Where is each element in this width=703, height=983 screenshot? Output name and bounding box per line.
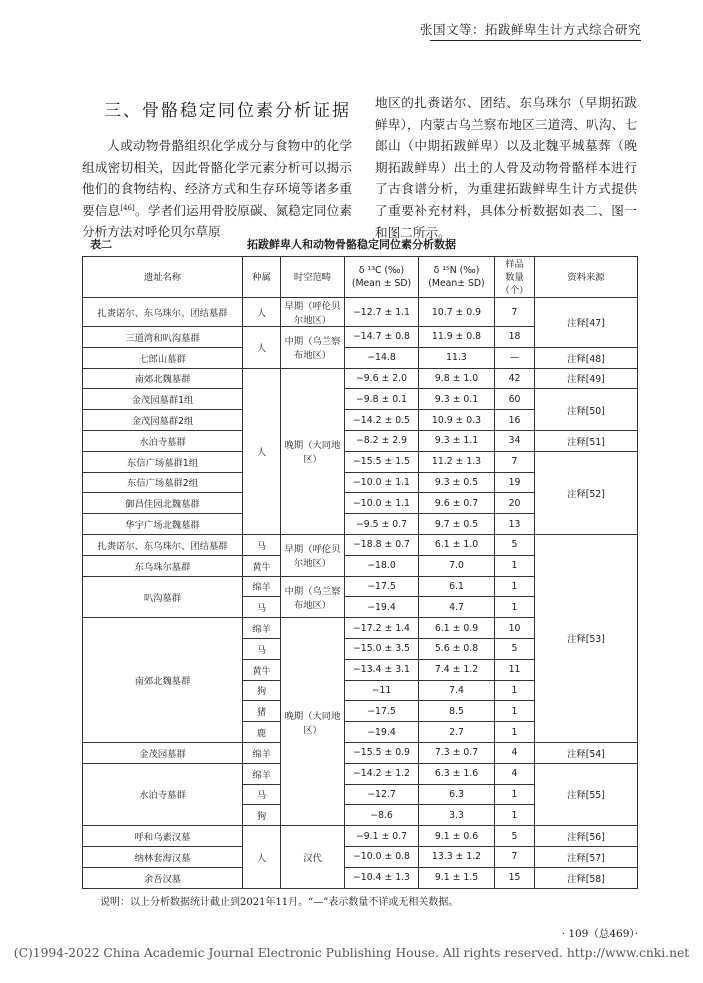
header-count-line3: （个） [500, 284, 529, 296]
cell-site: 七郎山墓群 [83, 347, 243, 368]
cell-source: 注释[57] [535, 846, 638, 867]
citation-ref: [46] [120, 203, 135, 212]
cell-site: 三道湾和叭沟墓群 [83, 327, 243, 348]
right-column [375, 92, 637, 243]
cell-period: 早期（呼伦贝尔地区） [281, 298, 345, 327]
cell-species: 人 [243, 826, 281, 888]
header-n15-line1: δ ¹⁵N (‰) [433, 265, 480, 276]
cell-n15: 11.9 ± 0.8 [419, 327, 495, 348]
cell-n15: 6.1 ± 0.9 [419, 618, 495, 639]
cell-site: 金茂园墓群 [83, 742, 243, 763]
header-count-line2: 数量 [505, 271, 524, 283]
cell-n15: 10.9 ± 0.3 [419, 410, 495, 431]
cell-n15: 4.7 [419, 597, 495, 618]
cell-count: 42 [495, 368, 535, 389]
cell-c13: −12.7 ± 1.1 [345, 298, 419, 327]
cell-c13: −9.6 ± 2.0 [345, 368, 419, 389]
cell-c13: −9.5 ± 0.7 [345, 514, 419, 535]
table-row [83, 826, 638, 847]
cell-period: 晚期（大同地区） [281, 618, 345, 826]
cell-site: 南郊北魏墓群 [83, 368, 243, 389]
cell-species: 马 [243, 534, 281, 555]
cell-count: 5 [495, 638, 535, 659]
cell-c13: −17.5 [345, 701, 419, 722]
cell-site: 余吾汉墓 [83, 867, 243, 888]
header-c13-line2: (Mean ± SD) [351, 278, 412, 289]
header-count-line1: 样品 [505, 258, 524, 270]
cell-n15: 7.4 [419, 680, 495, 701]
cell-count: 4 [495, 742, 535, 763]
cell-site: 金茂园墓群2组 [83, 410, 243, 431]
cell-count: 7 [495, 451, 535, 472]
table-note: 说明：以上分析数据统计截止到2021年11月。“—”表示数量不详或无相关数据。 [100, 897, 459, 908]
cell-c13: −14.2 ± 1.2 [345, 763, 419, 784]
cell-count: 7 [495, 846, 535, 867]
cell-c13: −9.1 ± 0.7 [345, 826, 419, 847]
cell-species: 绵羊 [243, 576, 281, 597]
cell-species: 狗 [243, 805, 281, 826]
cell-species: 绵羊 [243, 763, 281, 784]
header-c13-line1: δ ¹³C (‰) [358, 265, 405, 276]
cell-period: 早期（呼伦贝尔地区） [281, 534, 345, 576]
cell-n15: 7.3 ± 0.7 [419, 742, 495, 763]
left-column [82, 92, 352, 243]
table-row [83, 867, 638, 888]
cell-n15: 8.5 [419, 701, 495, 722]
cell-c13: −18.0 [345, 555, 419, 576]
cell-count: 20 [495, 493, 535, 514]
copyright-footer: (C)1994-2022 China Academic Journal Electronic Publishing House. All rights reserved. http://www.cnki.net [13, 946, 690, 960]
cell-c13: −10.0 ± 1.1 [345, 493, 419, 514]
cell-site: 东信广场墓群2组 [83, 472, 243, 493]
cell-c13: −10.0 ± 1.1 [345, 472, 419, 493]
section-heading: 三、骨骼稳定同位素分析证据 [104, 101, 351, 121]
cell-count: 15 [495, 867, 535, 888]
cell-c13: −14.7 ± 0.8 [345, 327, 419, 348]
cell-count: 13 [495, 514, 535, 535]
body-text-b: 。学者们运用骨胶原碳、氮稳定同位素分析方法对呼伦贝尔草原 [82, 202, 352, 240]
header-c13 [345, 257, 419, 298]
cell-n15: 9.3 ± 0.5 [419, 472, 495, 493]
cell-site: 御昌佳园北魏墓群 [83, 493, 243, 514]
cell-c13: −15.5 ± 0.9 [345, 742, 419, 763]
cell-species: 黄牛 [243, 555, 281, 576]
cell-species: 马 [243, 597, 281, 618]
cell-count: 1 [495, 805, 535, 826]
cell-species: 人 [243, 327, 281, 369]
cell-species: 黄牛 [243, 659, 281, 680]
cell-count: 5 [495, 534, 535, 555]
cell-count: 34 [495, 430, 535, 451]
cell-site: 扎赉诺尔、东乌珠尔、团结墓群 [83, 298, 243, 327]
cell-site: 水泊寺墓群 [83, 430, 243, 451]
table-row [83, 389, 638, 410]
cell-n15: 11.3 [419, 347, 495, 368]
table-row [83, 347, 638, 368]
cell-source: 注释[47] [535, 298, 638, 348]
cell-count: 1 [495, 701, 535, 722]
cell-species: 绵羊 [243, 618, 281, 639]
cell-count: 7 [495, 298, 535, 327]
cell-count: 1 [495, 597, 535, 618]
cell-source: 注释[56] [535, 826, 638, 847]
header-source: 资料来源 [535, 257, 638, 298]
cell-site: 呼和乌素汉墓 [83, 826, 243, 847]
body-paragraph-continued: 地区的扎赉诺尔、团结、东乌珠尔（早期拓跋鲜卑），内蒙古乌兰察布地区三道湾、叭沟、七郎山（中期拓跋鲜卑）以及北魏平城墓葬（晚期拓跋鲜卑）出土的人骨及动物骨骼样本进行了古食谱分析，为重建拓跋鲜卑生计方式提供了重要补充材料，具体分析数据如表二、图一和图二所示。 [375, 95, 637, 240]
table-row [83, 368, 638, 389]
cell-source: 注释[51] [535, 430, 638, 451]
cell-site: 叭沟墓群 [83, 576, 243, 618]
cell-n15: 9.3 ± 1.1 [419, 430, 495, 451]
cell-site: 华宇广场北魏墓群 [83, 514, 243, 535]
cell-count: — [495, 347, 535, 368]
cell-source: 注释[50] [535, 389, 638, 431]
cell-period: 晚期（大同地区） [281, 368, 345, 534]
table-label: 表二 [90, 238, 112, 251]
cell-count: 1 [495, 576, 535, 597]
cell-n15: 9.8 ± 1.0 [419, 368, 495, 389]
cell-c13: −13.4 ± 3.1 [345, 659, 419, 680]
cell-count: 16 [495, 410, 535, 431]
cell-c13: −18.8 ± 0.7 [345, 534, 419, 555]
cell-c13: −12.7 [345, 784, 419, 805]
cell-c13: −9.8 ± 0.1 [345, 389, 419, 410]
cell-species: 狗 [243, 680, 281, 701]
cell-period: 中期（乌兰察布地区） [281, 576, 345, 618]
table-caption: 拓跋鲜卑人和动物骨骼稳定同位素分析数据 [247, 238, 456, 251]
cell-n15: 6.3 ± 1.6 [419, 763, 495, 784]
cell-count: 18 [495, 327, 535, 348]
cell-c13: −14.2 ± 0.5 [345, 410, 419, 431]
cell-site: 东乌珠尔墓群 [83, 555, 243, 576]
cell-n15: 7.0 [419, 555, 495, 576]
isotope-data-table [82, 256, 638, 889]
page-number: · 109（总469）· [561, 928, 638, 940]
table-row [83, 451, 638, 472]
header-period: 时空范畴 [281, 257, 345, 298]
cell-c13: −19.4 [345, 597, 419, 618]
cell-count: 11 [495, 659, 535, 680]
cell-source: 注释[58] [535, 867, 638, 888]
cell-site: 水泊寺墓群 [83, 763, 243, 825]
cell-c13: −17.5 [345, 576, 419, 597]
cell-c13: −15.5 ± 1.5 [345, 451, 419, 472]
cell-species: 鹿 [243, 722, 281, 743]
cell-count: 1 [495, 784, 535, 805]
cell-species: 人 [243, 298, 281, 327]
cell-n15: 9.7 ± 0.5 [419, 514, 495, 535]
cell-count: 10 [495, 618, 535, 639]
cell-c13: −8.2 ± 2.9 [345, 430, 419, 451]
cell-n15: 11.2 ± 1.3 [419, 451, 495, 472]
table-row [83, 742, 638, 763]
cell-n15: 5.6 ± 0.8 [419, 638, 495, 659]
cell-c13: −10.4 ± 1.3 [345, 867, 419, 888]
table-row [83, 763, 638, 784]
header-rule [430, 40, 641, 41]
header-n15 [419, 257, 495, 298]
table-header-row [83, 257, 638, 298]
header-site: 遗址名称 [83, 257, 243, 298]
cell-n15: 2.7 [419, 722, 495, 743]
cell-source: 注释[55] [535, 763, 638, 825]
table-row [83, 534, 638, 555]
cell-species: 马 [243, 784, 281, 805]
cell-n15: 10.7 ± 0.9 [419, 298, 495, 327]
cell-count: 60 [495, 389, 535, 410]
cell-n15: 6.1 [419, 576, 495, 597]
header-n15-line2: (Mean± SD) [428, 278, 485, 289]
table-row [83, 298, 638, 327]
body-paragraph [82, 135, 352, 243]
cell-c13: −14.8 [345, 347, 419, 368]
cell-source: 注释[54] [535, 742, 638, 763]
cell-site: 南郊北魏墓群 [83, 618, 243, 743]
cell-source: 注释[53] [535, 534, 638, 742]
cell-source: 注释[49] [535, 368, 638, 389]
table-title [82, 236, 637, 252]
cell-period: 中期（乌兰察布地区） [281, 327, 345, 369]
cell-c13: −11 [345, 680, 419, 701]
cell-count: 1 [495, 722, 535, 743]
cell-count: 19 [495, 472, 535, 493]
cell-n15: 3.3 [419, 805, 495, 826]
table-row [83, 430, 638, 451]
cell-site: 纳林套海汉墓 [83, 846, 243, 867]
header-count [495, 257, 535, 298]
cell-c13: −19.4 [345, 722, 419, 743]
cell-n15: 9.6 ± 0.7 [419, 493, 495, 514]
cell-species: 猪 [243, 701, 281, 722]
cell-n15: 6.1 ± 1.0 [419, 534, 495, 555]
cell-source: 注释[52] [535, 451, 638, 534]
cell-n15: 7.4 ± 1.2 [419, 659, 495, 680]
running-header: 张国文等：拓跋鲜卑生计方式综合研究 [419, 22, 641, 37]
cell-site: 金茂园墓群1组 [83, 389, 243, 410]
cell-n15: 13.3 ± 1.2 [419, 846, 495, 867]
cell-n15: 9.3 ± 0.1 [419, 389, 495, 410]
cell-c13: −17.2 ± 1.4 [345, 618, 419, 639]
cell-count: 1 [495, 680, 535, 701]
cell-period: 汉代 [281, 826, 345, 888]
cell-c13: −15.0 ± 3.5 [345, 638, 419, 659]
cell-species: 人 [243, 368, 281, 534]
cell-c13: −8.6 [345, 805, 419, 826]
cell-c13: −10.0 ± 0.8 [345, 846, 419, 867]
cell-source: 注释[48] [535, 347, 638, 368]
cell-count: 4 [495, 763, 535, 784]
cell-species: 马 [243, 638, 281, 659]
cell-n15: 6.3 [419, 784, 495, 805]
cell-site: 扎赉诺尔、东乌珠尔、团结墓群 [83, 534, 243, 555]
cell-count: 5 [495, 826, 535, 847]
cell-site: 东信广场墓群1组 [83, 451, 243, 472]
cell-n15: 9.1 ± 1.5 [419, 867, 495, 888]
cell-count: 1 [495, 555, 535, 576]
cell-species: 绵羊 [243, 742, 281, 763]
table-row [83, 846, 638, 867]
body-text-a: 人或动物骨骼组织化学成分与食物中的化学组成密切相关，因此骨骼化学元素分析可以揭示他们的食物结构、经济方式和生存环境等诸多重要信息 [82, 138, 352, 218]
cell-n15: 9.1 ± 0.6 [419, 826, 495, 847]
header-species: 种属 [243, 257, 281, 298]
